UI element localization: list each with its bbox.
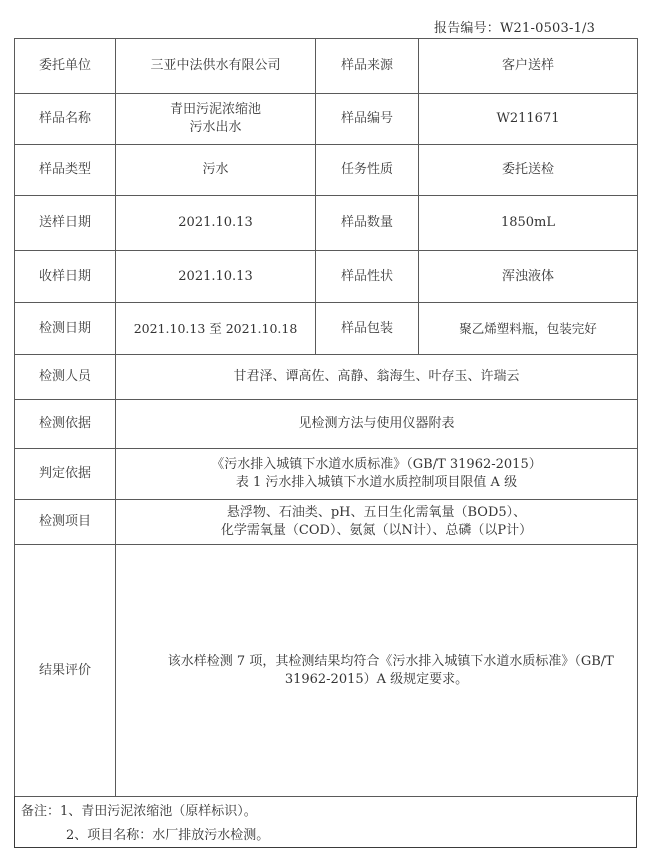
row-delivery-date [15, 196, 638, 251]
sample-name-line1: 青田污泥浓缩池 [169, 102, 261, 117]
report-number: 报告编号：W21-0503-1/3 [434, 21, 596, 36]
row-result-evaluation [15, 545, 638, 797]
client-label: 委托单位 [15, 39, 116, 94]
receipt-date-value: 2021.10.13 [116, 251, 316, 303]
sample-no-value: W211671 [419, 94, 638, 145]
task-nature-value: 委托送检 [419, 145, 638, 196]
testers-value: 甘君泽、谭高佐、高静、翁海生、叶存玉、许瑞云 [116, 355, 638, 400]
judgment-basis-value [116, 449, 638, 500]
judgment-basis-line2: 表 1 污水排入城镇下水道水质控制项目限值 A 级 [235, 475, 518, 490]
row-test-date [15, 303, 638, 355]
delivery-date-value: 2021.10.13 [116, 196, 316, 251]
note-line-1: 备注：1、青田污泥浓缩池（原样标识）。 [21, 804, 257, 819]
note-line-2: 2、项目名称：水厂排放污水检测。 [66, 828, 270, 843]
sample-type-label: 样品类型 [15, 145, 116, 196]
sample-name-value [116, 94, 316, 145]
task-nature-label: 任务性质 [316, 145, 419, 196]
test-items-value [116, 500, 638, 545]
test-date-label: 检测日期 [15, 303, 116, 355]
sample-source-label: 样品来源 [316, 39, 419, 94]
test-basis-value: 见检测方法与使用仪器附表 [116, 400, 638, 449]
row-client [15, 39, 638, 94]
test-items-line1: 悬浮物、石油类、pH、五日生化需氧量（BOD5）、 [226, 505, 527, 520]
result-evaluation-value: 该水样检测 7 项，其检测结果均符合《污水排入城镇下水道水质标准》（GB/T 31962-2015）A 级规定要求。 [116, 545, 638, 797]
row-sample-type [15, 145, 638, 196]
sample-state-label: 样品性状 [316, 251, 419, 303]
sample-type-value: 污水 [116, 145, 316, 196]
row-testers [15, 355, 638, 400]
row-sample-name [15, 94, 638, 145]
delivery-date-label: 送样日期 [15, 196, 116, 251]
test-items-line2: 化学需氧量（COD）、氨氮（以N计）、总磷（以P计） [220, 523, 533, 538]
sample-package-label: 样品包装 [316, 303, 419, 355]
judgment-basis-label: 判定依据 [15, 449, 116, 500]
sample-package-value: 聚乙烯塑料瓶，包装完好 [419, 303, 638, 355]
report-table [14, 38, 638, 797]
sample-quantity-label: 样品数量 [316, 196, 419, 251]
sample-no-label: 样品编号 [316, 94, 419, 145]
result-evaluation-label: 结果评价 [15, 545, 116, 797]
row-test-basis [15, 400, 638, 449]
sample-source-value: 客户送样 [419, 39, 638, 94]
notes-section [14, 796, 637, 848]
sample-name-label: 样品名称 [15, 94, 116, 145]
sample-state-value: 浑浊液体 [419, 251, 638, 303]
sample-name-line2: 污水出水 [189, 120, 242, 135]
test-items-label: 检测项目 [15, 500, 116, 545]
testers-label: 检测人员 [15, 355, 116, 400]
judgment-basis-line1: 《污水排入城镇下水道水质标准》（GB/T 31962-2015） [211, 457, 542, 472]
row-judgment-basis [15, 449, 638, 500]
sample-quantity-value: 1850mL [419, 196, 638, 251]
row-test-items [15, 500, 638, 545]
test-date-value: 2021.10.13 至 2021.10.18 [116, 303, 316, 355]
row-receipt-date [15, 251, 638, 303]
test-basis-label: 检测依据 [15, 400, 116, 449]
receipt-date-label: 收样日期 [15, 251, 116, 303]
client-value: 三亚中法供水有限公司 [116, 39, 316, 94]
